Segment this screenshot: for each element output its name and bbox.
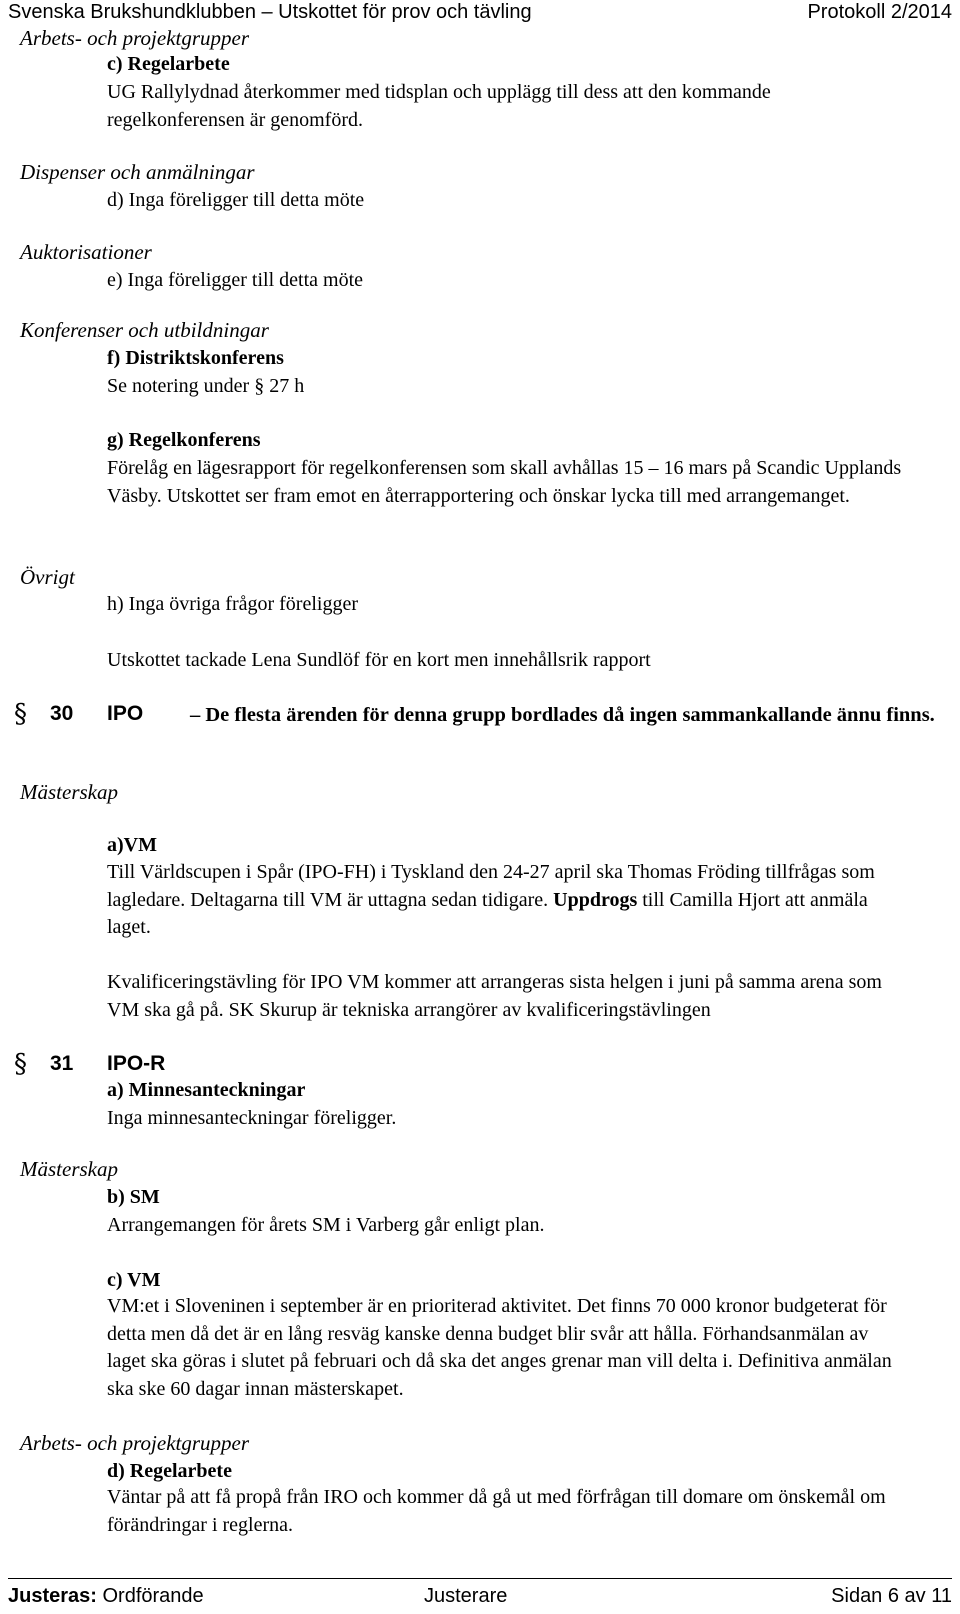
item-text-h: h) Inga övriga frågor föreligger <box>107 593 358 615</box>
item-text-d: d) Inga föreligger till detta möte <box>107 189 365 211</box>
footer-page-number: Sidan 6 av 11 <box>831 1585 952 1607</box>
group-heading-dispenser: Dispenser och anmälningar <box>20 160 255 184</box>
item-text-c: UG Rallylydnad återkommer med tidsplan och upplägg till dess att den kommande regelkonferensen är genomförd. <box>107 81 771 131</box>
item-label-vm: a)VM <box>107 834 157 856</box>
vm-text-bold: Uppdrogs <box>553 888 638 911</box>
group-heading-arbets: Arbets- och projektgrupper <box>20 26 250 50</box>
item-text-thanks: Utskottet tackade Lena Sundlöf för en kort men innehållsrik rapport <box>107 649 651 671</box>
item-text-vm <box>107 859 907 942</box>
group-heading-arbets-2: Arbets- och projektgrupper <box>20 1431 250 1455</box>
item-text-regel: Väntar på att få propå från IRO och kommer då gå ut med förfrågan till domare om önskemål om förändringar i reglerna. <box>107 1486 886 1536</box>
section-description: – De flesta ärenden för denna grupp bordlades då ingen sammankallande ännu finns. <box>190 704 935 726</box>
group-heading-konferenser: Konferenser och utbildningar <box>20 318 269 342</box>
item-text-f: Se notering under § 27 h <box>107 375 305 397</box>
section-number: 30 <box>50 702 74 725</box>
group-heading-masterskap: Mästerskap <box>20 780 118 804</box>
group-heading-ovrigt: Övrigt <box>20 565 75 589</box>
item-label-minnes: a) Minnesanteckningar <box>107 1079 306 1101</box>
item-label-f: f) Distriktskonferens <box>107 347 284 369</box>
group-heading-masterskap-2: Mästerskap <box>20 1157 118 1181</box>
item-label-sm: b) SM <box>107 1186 160 1208</box>
page-footer <box>8 1578 952 1614</box>
item-label-vm2: c) VM <box>107 1269 161 1291</box>
footer-justeras <box>8 1581 204 1611</box>
item-text-e: e) Inga föreligger till detta möte <box>107 269 364 291</box>
section-title: IPO <box>107 702 144 725</box>
vm-text-part1: Till Världscupen i Spår (IPO-FH) i Tyskland den 24-27 april ska Thomas Fröding tillfrågas som lagledare. Deltagarna till VM är uttagna sedan tidigare. <box>107 861 875 911</box>
footer-justerare: Justerare <box>424 1585 508 1607</box>
section-number: 31 <box>50 1052 74 1075</box>
item-text-g: Förelåg en lägesrapport för regelkonferensen som skall avhållas 15 – 16 mars på Scandic Upplands Väsby. Utskottet ser fram emot en återrapportering och önskar lycka till med arrangemanget. <box>107 457 902 507</box>
group-heading-auktorisationer: Auktorisationer <box>20 240 152 264</box>
section-30-heading <box>14 700 944 756</box>
item-text-minnes: Inga minnesanteckningar föreligger. <box>107 1107 397 1129</box>
header-protocol: Protokoll 2/2014 <box>807 1 952 23</box>
page-header <box>8 0 952 24</box>
vm-text-part2: till Camilla Hjort att anmäla laget. <box>107 888 868 938</box>
section-symbol: § <box>14 699 27 729</box>
item-label-c: c) Regelarbete <box>107 53 230 75</box>
section-title: IPO-R <box>107 1052 166 1075</box>
item-label-g: g) Regelkonferens <box>107 429 261 451</box>
item-text-kval: Kvalificeringstävling för IPO VM kommer att arrangeras sista helgen i juni på samma arena som VM ska gå på. SK Skurup är tekniska arrangörer av kvalificeringstävlingen <box>107 971 882 1021</box>
section-symbol: § <box>14 1049 27 1079</box>
footer-justeras-label: Justeras: <box>8 1585 97 1607</box>
item-text-vm2: VM:et i Sloveninen i september är en prioriterad aktivitet. Det finns 70 000 kronor budgeterat för detta men då det är en lång resväg kanske denna budget blir svår att hålla. Förhandsanmälan av laget ska göras i slutet på februari och då ska det anges grenar man vill delta i. Definitiva anmälan ska ske 60 dagar innan mästerskapet. <box>107 1295 892 1400</box>
item-label-regel: d) Regelarbete <box>107 1460 232 1482</box>
footer-justeras-role: Ordförande <box>102 1585 204 1607</box>
header-title: Svenska Brukshundklubben – Utskottet för prov och tävling <box>8 1 532 23</box>
item-text-sm: Arrangemangen för årets SM i Varberg går enligt plan. <box>107 1214 545 1236</box>
